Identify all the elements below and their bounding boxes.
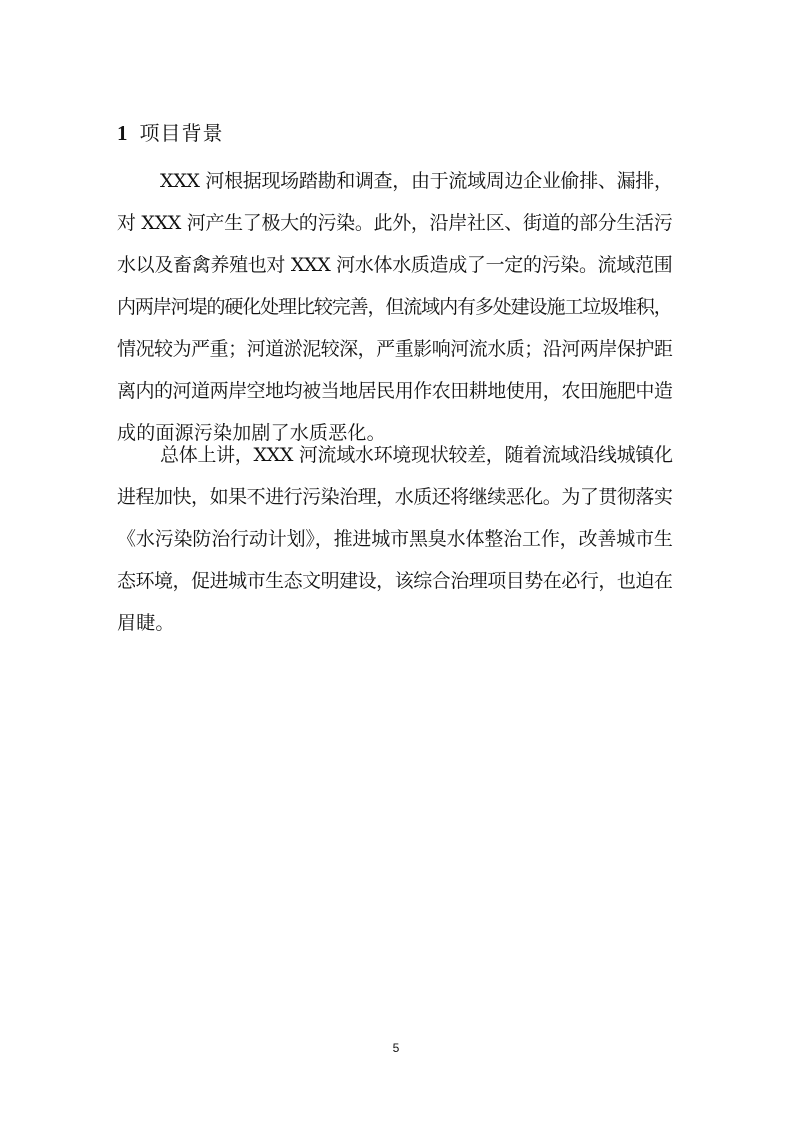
section-heading <box>117 116 517 150</box>
paragraph-line: 情况较为严重；河道淤泥较深，严重影响河流水质；沿河两岸保护距 <box>117 338 673 360</box>
paragraph-line: 总体上讲，XXX 河流域水环境现状较差，随着流域沿线城镇化 <box>160 444 673 466</box>
paragraph-line: 水以及畜禽养殖也对 XXX 河水体水质造成了一定的污染。流域范围 <box>117 254 673 276</box>
paragraph-line: 内两岸河堤的硬化处理比较完善，但流域内有多处建设施工垃圾堆积， <box>117 296 672 318</box>
paragraph-line: XXX 河根据现场踏勘和调查，由于流域周边企业偷排、漏排， <box>160 170 673 192</box>
section-title: 项目背景 <box>139 121 224 145</box>
section-number: 1 <box>117 121 128 145</box>
paragraph-line: 态环境，促进城市生态文明建设，该综合治理项目势在必行，也迫在 <box>117 570 673 592</box>
page-number: 5 <box>392 1041 400 1055</box>
paragraph-line: 对 XXX 河产生了极大的污染。此外，沿岸社区、街道的部分生活污 <box>117 212 673 234</box>
paragraph-line: 离内的河道两岸空地均被当地居民用作农田耕地使用，农田施肥中造 <box>117 380 673 402</box>
paragraph-line: 成的面源污染加剧了水质恶化。 <box>117 422 386 444</box>
paragraph-line: 进程加快，如果不进行污染治理，水质还将继续恶化。为了贯彻落实 <box>117 486 673 508</box>
paragraph-line: 《水污染防治行动计划》，推进城市黑臭水体整治工作，改善城市生 <box>117 528 673 550</box>
paragraph-line: 眉睫。 <box>117 612 175 634</box>
